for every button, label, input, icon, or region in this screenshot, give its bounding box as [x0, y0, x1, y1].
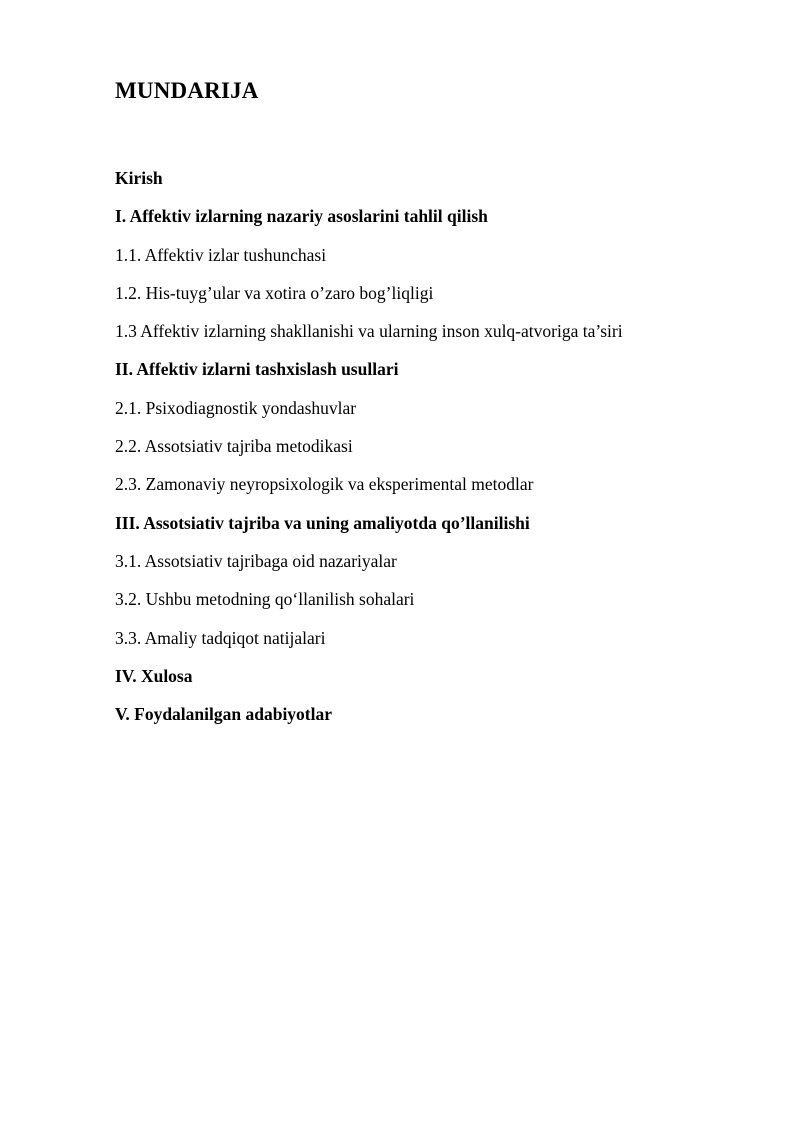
toc-item: II. Affektiv izlarni tashxislash usullari: [115, 359, 399, 380]
table-of-contents: [115, 165, 755, 739]
toc-item: V. Foydalanilgan adabiyotlar: [115, 704, 333, 725]
toc-item: 3.3. Amaliy tadqiqot natijalari: [115, 627, 326, 648]
toc-item: 2.2. Assotsiativ tajriba metodikasi: [115, 436, 353, 457]
toc-item: 1.3 Affektiv izlarning shakllanishi va ularning inson xulq-atvoriga ta’siri: [115, 321, 623, 342]
toc-item: 3.2. Ushbu metodning qo‘llanilish sohalari: [115, 589, 415, 610]
toc-item: 2.1. Psixodiagnostik yondashuvlar: [115, 397, 357, 418]
toc-item: Kirish: [115, 168, 163, 188]
toc-item: III. Assotsiativ tajriba va uning amaliyotda qo’llanilishi: [115, 512, 530, 533]
toc-item: 2.3. Zamonaviy neyropsixologik va eksperimental metodlar: [115, 474, 534, 495]
page-title: MUNDARIJA: [115, 78, 259, 103]
toc-item: IV. Xulosa: [115, 665, 193, 686]
toc-item: I. Affektiv izlarning nazariy asoslarini tahlil qilish: [115, 206, 488, 227]
toc-item: 1.2. His-tuyg’ular va xotira o’zaro bog’liqligi: [115, 282, 434, 303]
toc-item: 3.1. Assotsiativ tajribaga oid nazariyalar: [115, 550, 397, 571]
toc-item: 1.1. Affektiv izlar tushunchasi: [115, 244, 327, 265]
